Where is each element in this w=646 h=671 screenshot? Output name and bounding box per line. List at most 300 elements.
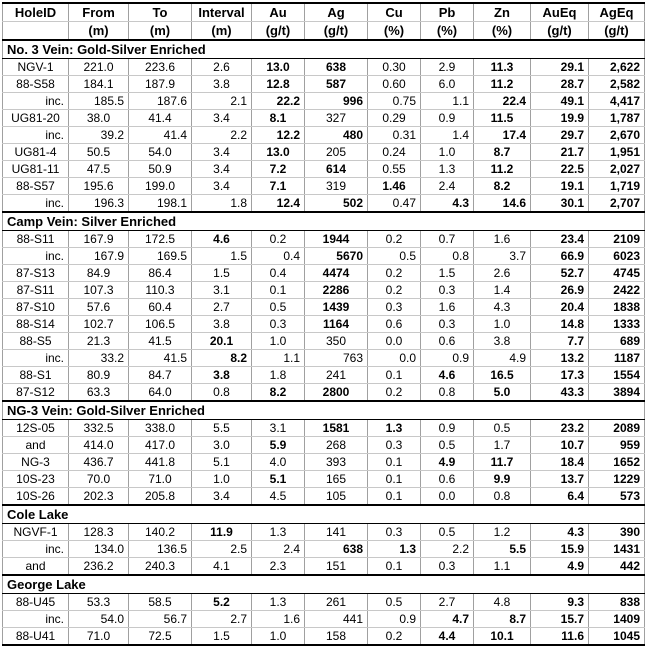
table-cell: 4.0	[252, 454, 305, 471]
column-unit: (m)	[192, 22, 252, 41]
table-cell: 23.4	[531, 231, 589, 248]
table-cell: 0.2	[368, 265, 421, 282]
table-cell: 199.0	[129, 178, 192, 195]
table-cell: 11.6	[531, 628, 589, 646]
table-cell: 1581	[305, 420, 368, 437]
column-header: Au	[252, 3, 305, 22]
table-cell: 332.5	[69, 420, 129, 437]
table-cell: 0.4	[252, 265, 305, 282]
table-cell: 4.4	[421, 628, 474, 646]
table-cell: 185.5	[69, 93, 129, 110]
table-cell: 2,707	[589, 195, 645, 213]
table-cell: 20.1	[192, 333, 252, 350]
table-cell: 221.0	[69, 59, 129, 76]
table-cell: 414.0	[69, 437, 129, 454]
table-cell: 1,951	[589, 144, 645, 161]
table-cell: 64.0	[129, 384, 192, 402]
table-cell: 573	[589, 488, 645, 506]
table-cell: 17.3	[531, 367, 589, 384]
table-row	[3, 384, 645, 402]
table-cell: 2800	[305, 384, 368, 402]
table-cell: 10.7	[531, 437, 589, 454]
table-cell: 13.7	[531, 471, 589, 488]
table-cell: 2.7	[421, 594, 474, 611]
table-cell: 172.5	[129, 231, 192, 248]
table-cell: 261	[305, 594, 368, 611]
table-row	[3, 333, 645, 350]
table-cell: 41.5	[129, 333, 192, 350]
table-cell: 3.8	[192, 76, 252, 93]
hole-id-cell: UG81-11	[3, 161, 69, 178]
table-row	[3, 541, 645, 558]
table-cell: 6.4	[531, 488, 589, 506]
table-cell: 53.3	[69, 594, 129, 611]
table-cell: 0.3	[252, 316, 305, 333]
table-cell: 1.0	[421, 144, 474, 161]
table-cell: 4.8	[474, 594, 531, 611]
column-unit: (%)	[421, 22, 474, 41]
table-cell: 0.3	[421, 558, 474, 576]
section-header-row	[3, 212, 645, 231]
table-cell: 63.3	[69, 384, 129, 402]
table-cell: 441	[305, 611, 368, 628]
table-cell: 72.5	[129, 628, 192, 646]
table-cell: 167.9	[69, 231, 129, 248]
table-cell: 6023	[589, 248, 645, 265]
table-cell: 1.3	[252, 524, 305, 541]
table-cell: 3.4	[192, 488, 252, 506]
column-header: HoleID	[3, 3, 69, 22]
table-cell: 107.3	[69, 282, 129, 299]
table-cell: 8.7	[474, 144, 531, 161]
section-title: George Lake	[3, 575, 645, 594]
table-cell: 8.2	[192, 350, 252, 367]
table-cell: 417.0	[129, 437, 192, 454]
table-cell: 3.1	[252, 420, 305, 437]
table-cell: 3.4	[192, 110, 252, 127]
table-cell: 105	[305, 488, 368, 506]
table-cell: 202.3	[69, 488, 129, 506]
table-row	[3, 265, 645, 282]
table-cell: 502	[305, 195, 368, 213]
table-cell: 4474	[305, 265, 368, 282]
table-cell: 71.0	[129, 471, 192, 488]
table-cell: 10.1	[474, 628, 531, 646]
table-cell: 1.3	[368, 420, 421, 437]
table-cell: 0.1	[368, 471, 421, 488]
table-cell: 7.7	[531, 333, 589, 350]
table-cell: 390	[589, 524, 645, 541]
table-cell: 0.0	[368, 333, 421, 350]
table-cell: 0.5	[368, 248, 421, 265]
table-cell: 0.4	[252, 248, 305, 265]
table-cell: 0.1	[368, 488, 421, 506]
table-cell: 1.3	[368, 541, 421, 558]
table-cell: 17.4	[474, 127, 531, 144]
table-cell: 80.9	[69, 367, 129, 384]
table-cell: 338.0	[129, 420, 192, 437]
table-cell: 2.7	[192, 299, 252, 316]
table-cell: 1,719	[589, 178, 645, 195]
table-cell: 84.7	[129, 367, 192, 384]
hole-id-cell: UG81-20	[3, 110, 69, 127]
table-cell: 3.8	[474, 333, 531, 350]
table-cell: 3894	[589, 384, 645, 402]
table-cell: 0.30	[368, 59, 421, 76]
table-cell: 14.6	[474, 195, 531, 213]
column-unit: (%)	[474, 22, 531, 41]
table-cell: 638	[305, 541, 368, 558]
table-cell: 2422	[589, 282, 645, 299]
hole-id-cell: NGV-1	[3, 59, 69, 76]
table-cell: 1.6	[252, 611, 305, 628]
table-cell: 151	[305, 558, 368, 576]
table-cell: 0.0	[368, 350, 421, 367]
table-cell: 5.1	[252, 471, 305, 488]
table-row	[3, 195, 645, 213]
table-cell: 0.1	[368, 454, 421, 471]
table-cell: 11.3	[474, 59, 531, 76]
table-cell: 1838	[589, 299, 645, 316]
table-cell: 11.9	[192, 524, 252, 541]
table-cell: 0.47	[368, 195, 421, 213]
table-cell: 236.2	[69, 558, 129, 576]
table-cell: 13.0	[252, 59, 305, 76]
table-cell: 29.7	[531, 127, 589, 144]
table-cell: 2.6	[192, 59, 252, 76]
hole-id-cell: 12S-05	[3, 420, 69, 437]
table-cell: 7.2	[252, 161, 305, 178]
table-cell: 41.4	[129, 110, 192, 127]
table-cell: 0.31	[368, 127, 421, 144]
table-cell: 14.8	[531, 316, 589, 333]
hole-id-cell: 88-S5	[3, 333, 69, 350]
table-cell: 0.55	[368, 161, 421, 178]
table-cell: 0.6	[421, 333, 474, 350]
column-header: Interval	[192, 3, 252, 22]
table-cell: 442	[589, 558, 645, 576]
hole-id-cell: 87-S11	[3, 282, 69, 299]
table-cell: 0.5	[421, 437, 474, 454]
table-cell: 4.9	[531, 558, 589, 576]
section-header-row	[3, 401, 645, 420]
table-row	[3, 161, 645, 178]
table-cell: 241	[305, 367, 368, 384]
hole-id-cell: inc.	[3, 248, 69, 265]
table-cell: 1554	[589, 367, 645, 384]
table-cell: 3.4	[192, 144, 252, 161]
table-cell: 614	[305, 161, 368, 178]
table-row	[3, 437, 645, 454]
table-cell: 57.6	[69, 299, 129, 316]
section-header-row	[3, 505, 645, 524]
table-cell: 0.24	[368, 144, 421, 161]
table-cell: 1.3	[421, 161, 474, 178]
table-cell: 3.1	[192, 282, 252, 299]
table-cell: 0.6	[421, 471, 474, 488]
table-cell: 47.5	[69, 161, 129, 178]
table-cell: 1439	[305, 299, 368, 316]
table-cell: 11.7	[474, 454, 531, 471]
table-cell: 223.6	[129, 59, 192, 76]
table-cell: 1.3	[252, 594, 305, 611]
hole-id-cell: 87-S10	[3, 299, 69, 316]
table-cell: 198.1	[129, 195, 192, 213]
table-cell: 4.9	[474, 350, 531, 367]
table-cell: 959	[589, 437, 645, 454]
table-cell: 196.3	[69, 195, 129, 213]
table-cell: 1.5	[192, 628, 252, 646]
hole-id-cell: 87-S13	[3, 265, 69, 282]
column-unit: (g/t)	[305, 22, 368, 41]
table-cell: 2.6	[474, 265, 531, 282]
table-cell: 4.3	[531, 524, 589, 541]
table-row	[3, 454, 645, 471]
table-row	[3, 178, 645, 195]
table-cell: 184.1	[69, 76, 129, 93]
table-cell: 71.0	[69, 628, 129, 646]
column-header: AuEq	[531, 3, 589, 22]
units-row	[3, 22, 645, 41]
table-cell: 0.3	[421, 282, 474, 299]
table-cell: 838	[589, 594, 645, 611]
column-header: Ag	[305, 3, 368, 22]
table-cell: 1187	[589, 350, 645, 367]
table-cell: 1.7	[474, 437, 531, 454]
table-cell: 2.3	[252, 558, 305, 576]
table-cell: 110.3	[129, 282, 192, 299]
table-cell: 3.0	[192, 437, 252, 454]
table-cell: 106.5	[129, 316, 192, 333]
hole-id-cell: 10S-26	[3, 488, 69, 506]
section-header-row	[3, 40, 645, 59]
table-cell: 12.2	[252, 127, 305, 144]
table-cell: 50.5	[69, 144, 129, 161]
table-cell: 165	[305, 471, 368, 488]
column-header: AgEq	[589, 3, 645, 22]
hole-id-cell: and	[3, 558, 69, 576]
table-cell: 195.6	[69, 178, 129, 195]
table-cell: 1.5	[192, 248, 252, 265]
column-header: Pb	[421, 3, 474, 22]
table-cell: 86.4	[129, 265, 192, 282]
section-title: Camp Vein: Silver Enriched	[3, 212, 645, 231]
table-cell: 0.2	[368, 384, 421, 402]
table-cell: 4745	[589, 265, 645, 282]
table-cell: 1229	[589, 471, 645, 488]
table-cell: 8.1	[252, 110, 305, 127]
table-cell: 13.0	[252, 144, 305, 161]
column-unit: (%)	[368, 22, 421, 41]
table-cell: 5.0	[474, 384, 531, 402]
table-cell: 2,027	[589, 161, 645, 178]
table-cell: 1944	[305, 231, 368, 248]
table-cell: 4.3	[421, 195, 474, 213]
table-cell: 0.8	[474, 488, 531, 506]
hole-id-cell: and	[3, 437, 69, 454]
column-unit: (g/t)	[531, 22, 589, 41]
table-cell: 52.7	[531, 265, 589, 282]
table-cell: 1.46	[368, 178, 421, 195]
table-cell: 12.4	[252, 195, 305, 213]
table-row	[3, 350, 645, 367]
table-cell: 187.9	[129, 76, 192, 93]
table-cell: 2.2	[192, 127, 252, 144]
hole-id-cell: 88-U45	[3, 594, 69, 611]
table-cell: 1333	[589, 316, 645, 333]
table-cell: 1.8	[252, 367, 305, 384]
table-cell: 5.9	[252, 437, 305, 454]
table-cell: 5.5	[192, 420, 252, 437]
table-cell: 480	[305, 127, 368, 144]
table-cell: 21.3	[69, 333, 129, 350]
table-row	[3, 558, 645, 576]
table-cell: 4.6	[192, 231, 252, 248]
table-cell: 205.8	[129, 488, 192, 506]
table-cell: 0.8	[421, 248, 474, 265]
column-unit: (m)	[69, 22, 129, 41]
table-cell: 1.0	[252, 333, 305, 350]
table-cell: 2.4	[252, 541, 305, 558]
assay-results-table	[2, 2, 645, 646]
table-cell: 1652	[589, 454, 645, 471]
table-cell: 7.1	[252, 178, 305, 195]
table-cell: 11.2	[474, 161, 531, 178]
table-cell: 1,787	[589, 110, 645, 127]
table-cell: 8.7	[474, 611, 531, 628]
table-cell: 22.5	[531, 161, 589, 178]
section-header-row	[3, 575, 645, 594]
hole-id-cell: NGVF-1	[3, 524, 69, 541]
table-row	[3, 594, 645, 611]
section-title: No. 3 Vein: Gold-Silver Enriched	[3, 40, 645, 59]
hole-id-cell: 88-S11	[3, 231, 69, 248]
table-cell: 9.9	[474, 471, 531, 488]
table-cell: 2.4	[421, 178, 474, 195]
table-cell: 0.75	[368, 93, 421, 110]
table-cell: 2.9	[421, 59, 474, 76]
column-header: From	[69, 3, 129, 22]
table-row	[3, 76, 645, 93]
table-cell: 1164	[305, 316, 368, 333]
table-cell: 60.4	[129, 299, 192, 316]
table-cell: 1.0	[252, 628, 305, 646]
table-cell: 18.4	[531, 454, 589, 471]
table-cell: 0.0	[421, 488, 474, 506]
table-cell: 205	[305, 144, 368, 161]
table-row	[3, 628, 645, 646]
table-row	[3, 367, 645, 384]
table-cell: 0.9	[421, 110, 474, 127]
column-header: To	[129, 3, 192, 22]
table-cell: 56.7	[129, 611, 192, 628]
table-cell: 41.5	[129, 350, 192, 367]
table-cell: 70.0	[69, 471, 129, 488]
table-cell: 8.2	[474, 178, 531, 195]
table-cell: 30.1	[531, 195, 589, 213]
hole-id-cell: NG-3	[3, 454, 69, 471]
hole-id-cell: 88-U41	[3, 628, 69, 646]
table-cell: 268	[305, 437, 368, 454]
table-cell: 4.3	[474, 299, 531, 316]
table-cell: 0.1	[368, 558, 421, 576]
table-cell: 3.7	[474, 248, 531, 265]
table-cell: 2.2	[421, 541, 474, 558]
table-cell: 1409	[589, 611, 645, 628]
hole-id-cell: UG81-4	[3, 144, 69, 161]
table-cell: 9.3	[531, 594, 589, 611]
column-unit: (m)	[129, 22, 192, 41]
table-cell: 441.8	[129, 454, 192, 471]
table-cell: 0.8	[192, 384, 252, 402]
table-cell: 26.9	[531, 282, 589, 299]
table-cell: 1.6	[421, 299, 474, 316]
column-header: Zn	[474, 3, 531, 22]
table-cell: 240.3	[129, 558, 192, 576]
hole-id-cell: 88-S1	[3, 367, 69, 384]
table-cell: 38.0	[69, 110, 129, 127]
table-cell: 4.6	[421, 367, 474, 384]
table-cell: 1.8	[192, 195, 252, 213]
table-cell: 1.4	[474, 282, 531, 299]
table-cell: 49.1	[531, 93, 589, 110]
header-row	[3, 3, 645, 22]
table-row	[3, 127, 645, 144]
table-cell: 0.29	[368, 110, 421, 127]
table-cell: 4.9	[421, 454, 474, 471]
table-row	[3, 471, 645, 488]
table-cell: 15.9	[531, 541, 589, 558]
table-cell: 0.9	[421, 420, 474, 437]
table-cell: 187.6	[129, 93, 192, 110]
table-cell: 2.1	[192, 93, 252, 110]
table-row	[3, 231, 645, 248]
table-cell: 140.2	[129, 524, 192, 541]
table-cell: 0.3	[368, 437, 421, 454]
table-cell: 3.4	[192, 178, 252, 195]
table-cell: 1.2	[474, 524, 531, 541]
table-cell: 0.5	[474, 420, 531, 437]
table-cell: 1.4	[421, 127, 474, 144]
table-cell: 5.5	[474, 541, 531, 558]
table-cell: 141	[305, 524, 368, 541]
table-body	[3, 3, 645, 645]
table-row	[3, 420, 645, 437]
table-cell: 0.9	[368, 611, 421, 628]
table-cell: 43.3	[531, 384, 589, 402]
table-cell: 0.5	[252, 299, 305, 316]
table-cell: 1.1	[252, 350, 305, 367]
table-cell: 6.0	[421, 76, 474, 93]
table-cell: 1.1	[474, 558, 531, 576]
table-cell: 638	[305, 59, 368, 76]
hole-id-cell: inc.	[3, 350, 69, 367]
table-cell: 587	[305, 76, 368, 93]
table-cell: 5670	[305, 248, 368, 265]
table-cell: 0.9	[421, 350, 474, 367]
table-cell: 2.5	[192, 541, 252, 558]
column-unit: (g/t)	[252, 22, 305, 41]
table-cell: 689	[589, 333, 645, 350]
table-row	[3, 110, 645, 127]
table-cell: 58.5	[129, 594, 192, 611]
table-cell: 0.5	[368, 594, 421, 611]
table-row	[3, 524, 645, 541]
table-cell: 0.1	[252, 282, 305, 299]
table-cell: 0.3	[421, 316, 474, 333]
table-cell: 1.1	[421, 93, 474, 110]
table-cell: 22.2	[252, 93, 305, 110]
